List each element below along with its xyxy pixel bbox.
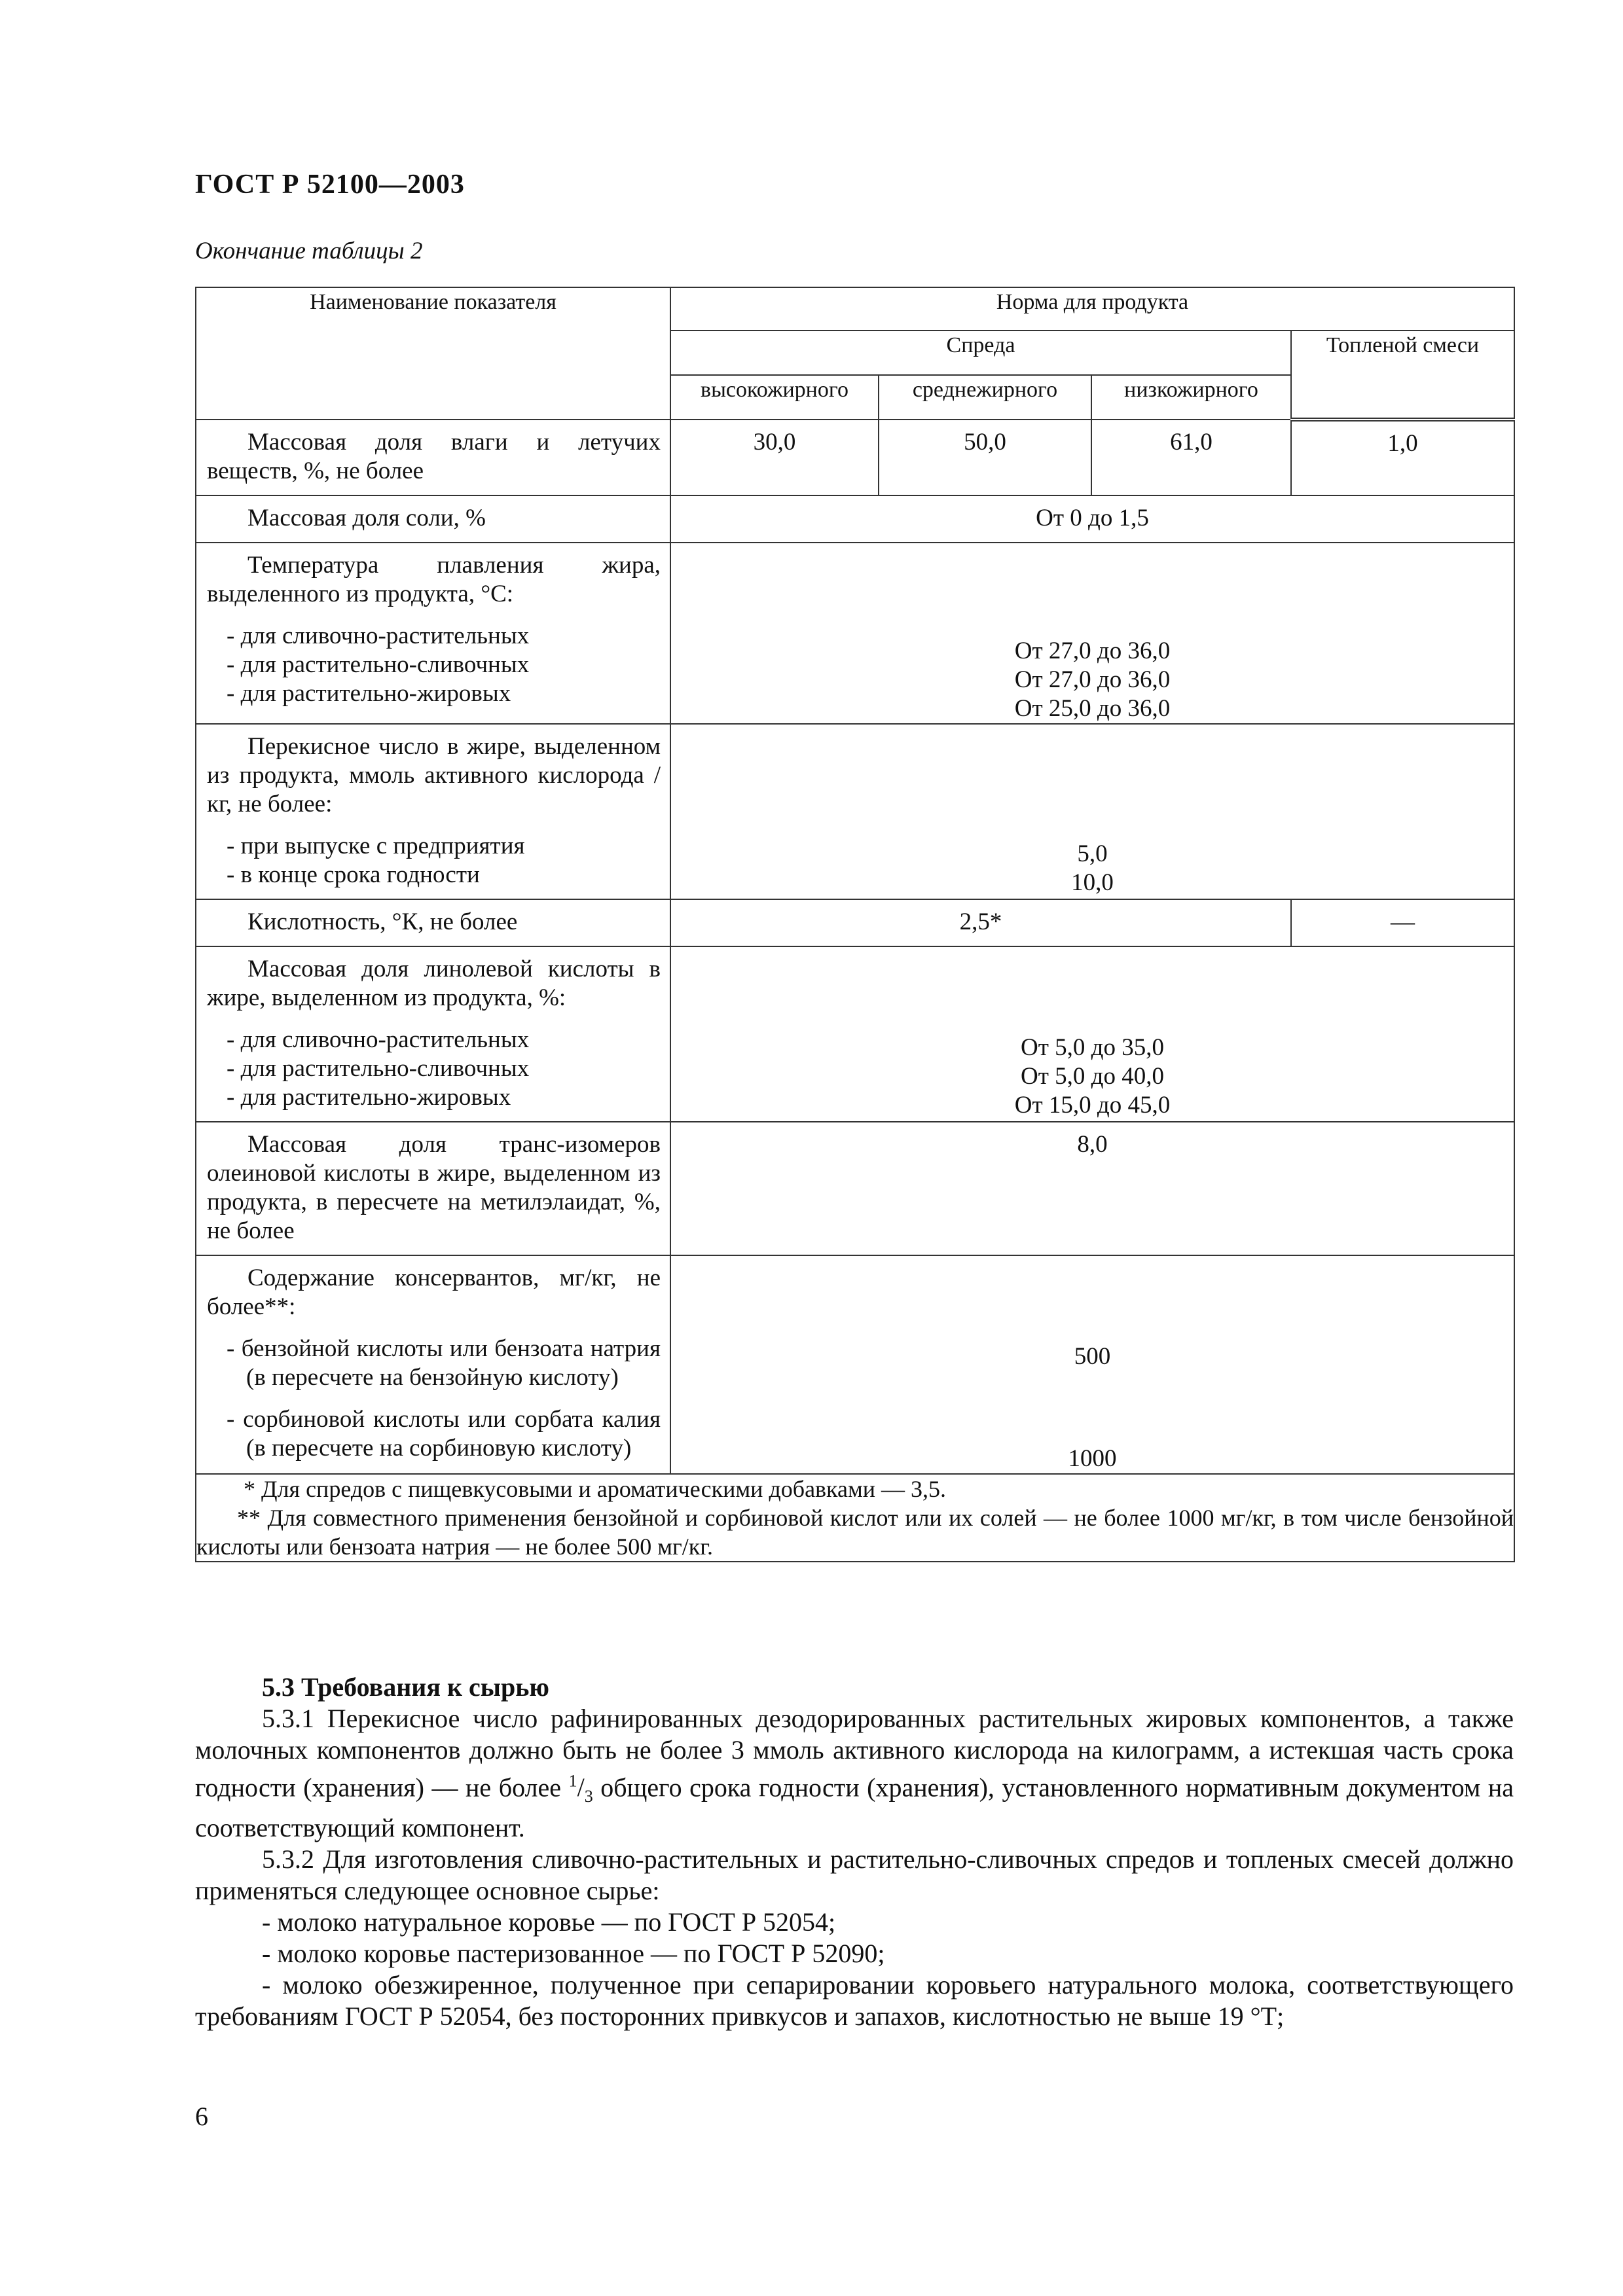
row-moisture-high: 30,0 xyxy=(670,420,879,495)
table-row xyxy=(196,899,1514,946)
fraction: $^1/_3$ xyxy=(568,1772,593,1806)
row-linoleic-item: - для растительно-сливочных xyxy=(227,1055,530,1082)
row-linoleic-value: От 15,0 до 45,0 xyxy=(1014,1092,1171,1119)
paragraph-text: общего срока годности (хранения), установленного нормативным документом на соответствующий компонент. xyxy=(195,1772,1514,1843)
header-norm: Норма для продукта xyxy=(670,287,1514,331)
paragraph-text: 5.3.1 Перекисное число рафинированных дезодорированных растительных жировых компонентов, а также молочных компонентов должно быть не более 3 ммоль активного кислорода на килограмм, а истекшая часть срока годности (хранения) — не более xyxy=(195,1704,1514,1803)
row-salt-value: От 0 до 1,5 xyxy=(670,495,1514,543)
row-peroxide-value: 10,0 xyxy=(1071,869,1114,896)
row-melting-value: От 25,0 до 36,0 xyxy=(1014,695,1171,722)
header-high-fat: высокожирного xyxy=(670,375,879,420)
table-row xyxy=(196,420,1514,495)
table-row xyxy=(196,1255,1514,1474)
list-item: - молоко натуральное коровье — по ГОСТ Р 52054; xyxy=(262,1907,836,1937)
row-moisture-melted: 1,0 xyxy=(1291,420,1514,495)
list-item: - молоко обезжиренное, полученное при сепарировании коровьего натурального молока, соответствующего требованиям ГОСТ Р 52054, без посторонних привкусов и запахов, кислотностью не выше 19 °Т; xyxy=(195,1970,1514,2032)
table-row xyxy=(196,1122,1514,1255)
row-trans-value: 8,0 xyxy=(670,1122,1514,1255)
row-peroxide-name: Перекисное число в жире, выделенном из продукта, ммоль активного кислорода /кг, не более: xyxy=(207,733,661,817)
page-number: 6 xyxy=(195,2102,208,2131)
row-melting-item: - для растительно-сливочных xyxy=(227,651,530,678)
table-row xyxy=(196,946,1514,1122)
table-row xyxy=(196,543,1514,724)
fraction-numerator: 1 xyxy=(568,1772,577,1791)
row-melting-value: От 27,0 до 36,0 xyxy=(1014,637,1171,664)
table-caption: Окончание таблицы 2 xyxy=(195,238,423,264)
row-linoleic-item: - для растительно-жировых xyxy=(227,1084,511,1111)
table-row xyxy=(196,495,1514,543)
header-mid-fat: среднежирного xyxy=(879,375,1091,420)
table-row xyxy=(196,724,1514,899)
row-preservatives-value: 1000 xyxy=(1068,1445,1117,1472)
row-peroxide-item: - в конце срока годности xyxy=(227,861,480,888)
table-footnotes xyxy=(196,1474,1514,1562)
row-salt-name: Массовая доля соли, % xyxy=(247,505,486,531)
row-melting-value: От 27,0 до 36,0 xyxy=(1014,666,1171,693)
header-indicator: Наименование показателя xyxy=(196,287,670,420)
list-item: - молоко коровье пастеризованное — по ГОСТ Р 52090; xyxy=(262,1939,885,1969)
paragraph-5-3-1 xyxy=(195,1703,1514,1844)
footnote: ** Для совместного применения бензойной и сорбиновой кислот или их солей — не более 1000 мг/кг, в том числе бензойной кислоты или бензоата натрия — не более 500 мг/кг. xyxy=(196,1505,1514,1560)
header-melted: Топленой смеси xyxy=(1291,331,1514,420)
row-moisture-low: 61,0 xyxy=(1091,420,1291,495)
norms-table xyxy=(195,287,1515,1562)
row-linoleic-value: От 5,0 до 35,0 xyxy=(1021,1034,1164,1061)
paragraph-5-3-2: 5.3.2 Для изготовления сливочно-растительных и растительно-сливочных спредов и топленых смесей должно применяться следующее основное сырье: xyxy=(195,1844,1514,1906)
fraction-denominator: 3 xyxy=(584,1787,593,1806)
section-heading: 5.3 Требования к сырью xyxy=(262,1672,549,1702)
footnote: * Для спредов с пищевкусовыми и ароматическими добавками — 3,5. xyxy=(244,1476,947,1502)
row-melting-item: - для сливочно-растительных xyxy=(227,622,530,649)
document-code: ГОСТ Р 52100—2003 xyxy=(195,170,465,200)
section-body xyxy=(195,1672,1514,2032)
row-melting-name: Температура плавления жира, выделенного из продукта, °С: xyxy=(207,552,661,607)
row-moisture-name: Массовая доля влаги и летучих веществ, %, не более xyxy=(207,429,661,484)
row-peroxide-item: - при выпуске с предприятия xyxy=(227,833,525,859)
row-linoleic-item: - для сливочно-растительных xyxy=(227,1026,530,1053)
row-preservatives-item: - бензойной кислоты или бензоата натрия (в пересчете на бензойную кислоту) xyxy=(227,1335,661,1391)
row-peroxide-value: 5,0 xyxy=(1077,840,1108,867)
row-acidity-melted: — xyxy=(1291,899,1514,946)
row-linoleic-name: Массовая доля линолевой кислоты в жире, выделенном из продукта, %: xyxy=(207,956,661,1011)
row-acidity-spreads: 2,5* xyxy=(670,899,1291,946)
header-spreads: Спреда xyxy=(670,331,1291,375)
row-preservatives-item: - сорбиновой кислоты или сорбата калия (в пересчете на сорбиновую кислоту) xyxy=(227,1406,661,1462)
row-melting-item: - для растительно-жировых xyxy=(227,680,511,707)
row-moisture-mid: 50,0 xyxy=(879,420,1091,495)
row-acidity-name: Кислотность, °К, не более xyxy=(247,908,518,935)
row-linoleic-value: От 5,0 до 40,0 xyxy=(1021,1063,1164,1090)
header-low-fat: низкожирного xyxy=(1091,375,1291,420)
row-trans-name: Массовая доля транс-изомеров олеиновой кислоты в жире, выделенном из продукта, в пересчете на метилэлаидат, %, не более xyxy=(207,1131,661,1244)
row-preservatives-name: Содержание консервантов, мг/кг, не более**: xyxy=(207,1265,661,1320)
row-preservatives-value: 500 xyxy=(1074,1343,1111,1370)
